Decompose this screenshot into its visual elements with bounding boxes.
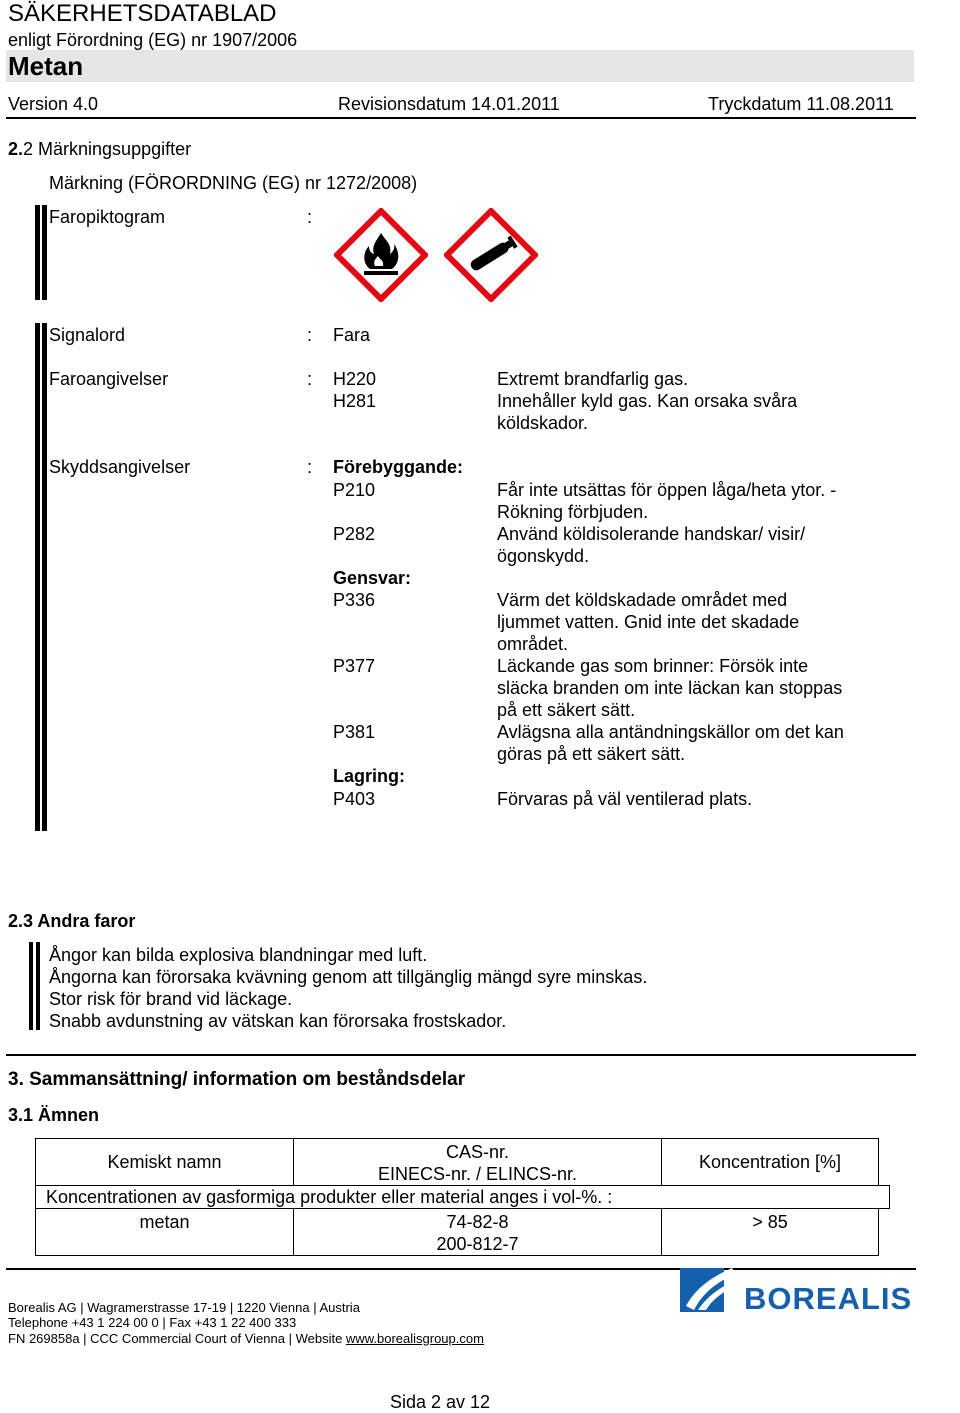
p377-text: släcka branden om inte läckan kan stoppas bbox=[497, 678, 843, 698]
revision-bar bbox=[35, 205, 40, 300]
product-band bbox=[6, 50, 914, 82]
gas-cylinder-pictogram-icon bbox=[444, 208, 538, 302]
precaution-colon: : bbox=[307, 457, 313, 477]
p336-text: ljummet vatten. Gnid inte det skadade bbox=[497, 612, 800, 632]
version: Version 4.0 bbox=[8, 94, 99, 114]
header-divider bbox=[6, 117, 916, 119]
regulation-reference: enligt Förordning (EG) nr 1907/2006 bbox=[8, 30, 298, 50]
borealis-logo-icon bbox=[680, 1266, 736, 1312]
p381-text: göras på ett säkert sätt. bbox=[497, 744, 686, 764]
h281-code: H281 bbox=[333, 391, 377, 411]
company-registration: FN 269858a | CCC Commercial Court of Vienna | Website www.borealisgroup.com bbox=[8, 1331, 484, 1346]
p377-text: Läckande gas som brinner: Försök inte bbox=[497, 656, 809, 676]
borealis-logo-text: BOREALIS bbox=[744, 1281, 913, 1316]
pictogram-colon: : bbox=[307, 207, 313, 227]
col-header-name: Kemiskt namn bbox=[35, 1138, 294, 1186]
prevention-heading: Förebyggande: bbox=[333, 457, 464, 477]
section-divider bbox=[6, 1054, 916, 1056]
h281-text: köldskador. bbox=[497, 413, 589, 433]
website-link[interactable]: www.borealisgroup.com bbox=[345, 1331, 484, 1346]
footer-divider bbox=[6, 1268, 916, 1270]
concentration-note: Koncentrationen av gasformiga produkter eller material anges i vol-%. : bbox=[35, 1185, 890, 1209]
revision-date: Revisionsdatum 14.01.2011 bbox=[338, 94, 560, 114]
p282-text: Använd köldisolerande handskar/ visir/ bbox=[497, 524, 806, 544]
section-2-2-title: 2.2 Märkningsuppgifter bbox=[8, 139, 192, 159]
p403-code: P403 bbox=[333, 789, 376, 809]
p336-text: Värm det köldskadade området med bbox=[497, 590, 788, 610]
other-hazard-line: Snabb avdunstning av vätskan kan förorsaka frostskador. bbox=[49, 1011, 507, 1031]
labelling-regulation: Märkning (FÖRORDNING (EG) nr 1272/2008) bbox=[49, 173, 418, 193]
p336-text: området. bbox=[497, 634, 569, 654]
other-hazard-line: Ångorna kan förorsaka kvävning genom att tillgänglig mängd syre minskas. bbox=[49, 967, 648, 987]
document-title: SÄKERHETSDATABLAD bbox=[8, 0, 277, 27]
section-3-title: 3. Sammansättning/ information om beståndsdelar bbox=[8, 1069, 466, 1090]
cell-cas-einecs: 74-82-8 200-812-7 bbox=[293, 1208, 662, 1256]
response-heading: Gensvar: bbox=[333, 568, 412, 588]
p282-code: P282 bbox=[333, 524, 376, 544]
revision-bar bbox=[36, 942, 40, 1030]
signal-word-value: Fara bbox=[333, 325, 371, 345]
print-date: Tryckdatum 11.08.2011 bbox=[708, 94, 894, 114]
hazard-label: Faroangivelser bbox=[49, 369, 169, 389]
col-header-concentration: Koncentration [%] bbox=[661, 1138, 879, 1186]
cell-concentration: > 85 bbox=[661, 1208, 879, 1256]
p336-code: P336 bbox=[333, 590, 376, 610]
pictogram-label: Faropiktogram bbox=[49, 207, 166, 227]
h281-text: Innehåller kyld gas. Kan orsaka svåra bbox=[497, 391, 798, 411]
p377-text: på ett säkert sätt. bbox=[497, 700, 636, 720]
company-address: Borealis AG | Wagramerstrasse 17-19 | 1220 Vienna | Austria bbox=[8, 1300, 360, 1315]
revision-bar bbox=[29, 942, 33, 1030]
p210-code: P210 bbox=[333, 480, 376, 500]
flame-pictogram-icon bbox=[334, 208, 428, 302]
p381-text: Avlägsna alla antändningskällor om det kan bbox=[497, 722, 844, 742]
revision-bar bbox=[42, 205, 47, 300]
cell-chemical-name: metan bbox=[35, 1208, 294, 1256]
signal-word-label: Signalord bbox=[49, 325, 126, 345]
section-2-3-title: 2.3 Andra faror bbox=[8, 911, 136, 931]
p210-text: Får inte utsättas för öppen låga/heta ytor. - bbox=[497, 480, 837, 500]
p403-text: Förvaras på väl ventilerad plats. bbox=[497, 789, 753, 809]
company-contact: Telephone +43 1 224 00 0 | Fax +43 1 22 400 333 bbox=[8, 1315, 297, 1330]
page-number: Sida 2 av 12 bbox=[390, 1392, 491, 1412]
storage-heading: Lagring: bbox=[333, 766, 405, 786]
h220-text: Extremt brandfarlig gas. bbox=[497, 369, 689, 389]
signal-word-colon: : bbox=[307, 325, 313, 345]
revision-bar bbox=[42, 323, 47, 831]
p282-text: ögonskydd. bbox=[497, 546, 590, 566]
p377-code: P377 bbox=[333, 656, 376, 676]
product-name: Metan bbox=[8, 51, 84, 81]
revision-bar bbox=[35, 323, 40, 831]
h220-code: H220 bbox=[333, 369, 377, 389]
col-header-cas: CAS-nr. EINECS-nr. / ELINCS-nr. bbox=[293, 1138, 662, 1186]
other-hazard-line: Stor risk för brand vid läckage. bbox=[49, 989, 293, 1009]
p381-code: P381 bbox=[333, 722, 376, 742]
hazard-colon: : bbox=[307, 369, 313, 389]
section-3-1-title: 3.1 Ämnen bbox=[8, 1105, 100, 1125]
other-hazard-line: Ångor kan bilda explosiva blandningar med luft. bbox=[49, 945, 428, 965]
p210-text: Rökning förbjuden. bbox=[497, 502, 649, 522]
precaution-label: Skyddsangivelser bbox=[49, 457, 191, 477]
